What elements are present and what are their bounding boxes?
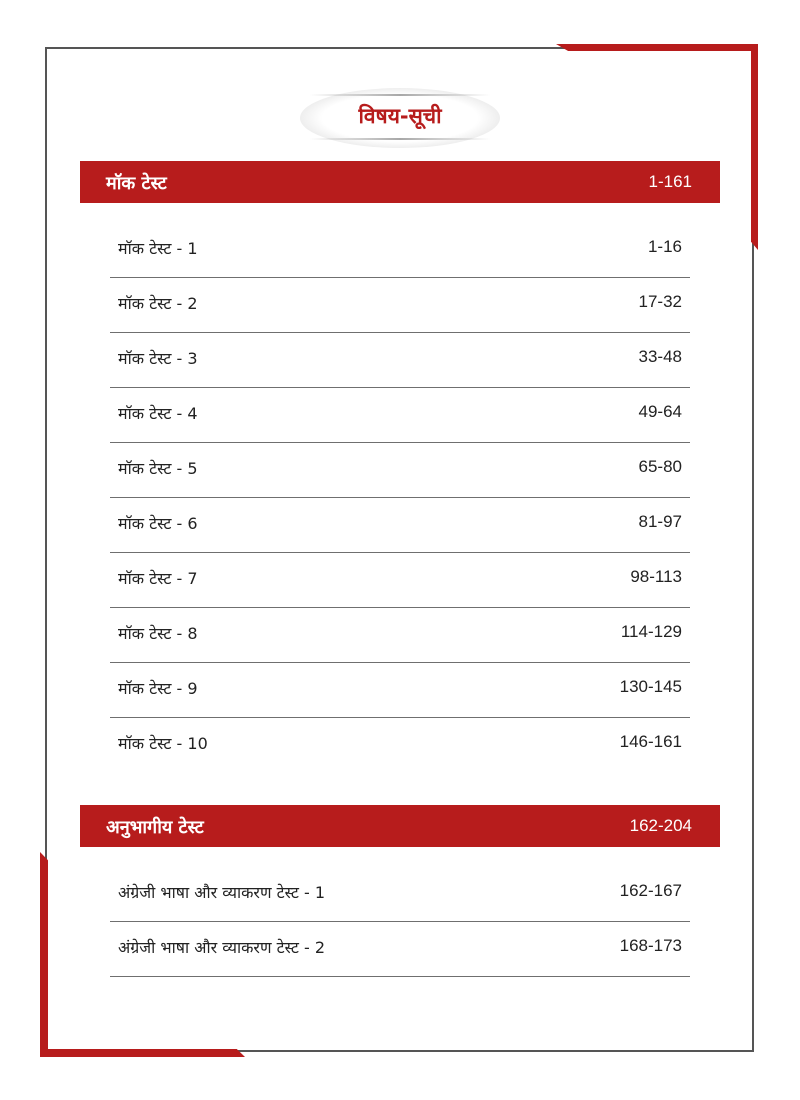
toc-entry-pages: 1-16: [647, 237, 682, 256]
toc-entry-title: अंग्रेजी भाषा और व्याकरण टेस्ट - 2: [118, 938, 326, 957]
section-page-range: 162-204: [629, 816, 692, 835]
section-title: मॉक टेस्ट: [106, 173, 167, 194]
toc-list-mock-tests: [110, 223, 690, 773]
title-rule-bottom: [310, 138, 490, 140]
toc-entry-pages: 114-129: [620, 622, 682, 641]
toc-entry[interactable]: [110, 608, 690, 663]
corner-accent-top-right: [556, 44, 758, 51]
toc-entry-title: मॉक टेस्ट - 10: [118, 734, 208, 753]
toc-entry-pages: 130-145: [619, 677, 682, 696]
toc-entry[interactable]: [110, 718, 690, 773]
toc-entry[interactable]: [110, 278, 690, 333]
toc-entry[interactable]: [110, 498, 690, 553]
toc-entry-title: मॉक टेस्ट - 3: [118, 349, 198, 368]
toc-entry-pages: 81-97: [638, 512, 682, 531]
toc-entry-pages: 65-80: [638, 457, 682, 476]
toc-entry[interactable]: [110, 388, 690, 443]
toc-entry-title: मॉक टेस्ट - 5: [118, 459, 198, 478]
toc-entry-title: मॉक टेस्ट - 4: [118, 404, 198, 423]
page-title: विषय-सूची: [358, 104, 442, 128]
corner-accent-top-right-vertical: [751, 44, 758, 250]
toc-entry-pages: 168-173: [619, 936, 682, 955]
toc-entry-pages: 17-32: [638, 292, 682, 311]
toc-entry[interactable]: [110, 333, 690, 388]
toc-entry-pages: 49-64: [638, 402, 682, 421]
toc-entry-title: मॉक टेस्ट - 9: [118, 679, 198, 698]
toc-entry-pages: 33-48: [638, 347, 682, 366]
toc-entry[interactable]: [110, 922, 690, 977]
toc-entry-title: मॉक टेस्ट - 1: [118, 239, 198, 258]
toc-entry-pages: 162-167: [619, 881, 682, 900]
toc-entry[interactable]: [110, 553, 690, 608]
section-title: अनुभागीय टेस्ट: [106, 817, 204, 838]
corner-accent-bottom-left-horizontal: [40, 1049, 245, 1057]
section-page-range: 1-161: [648, 172, 692, 191]
toc-entry[interactable]: [110, 443, 690, 498]
page-title-banner: [300, 88, 500, 148]
toc-entry-title: मॉक टेस्ट - 8: [118, 624, 198, 643]
toc-entry[interactable]: [110, 663, 690, 718]
toc-entry-title: अंग्रेजी भाषा और व्याकरण टेस्ट - 1: [118, 883, 326, 902]
toc-entry-pages: 146-161: [619, 732, 682, 751]
toc-entry[interactable]: [110, 867, 690, 922]
corner-accent-bottom-left: [40, 852, 48, 1057]
toc-entry[interactable]: [110, 223, 690, 278]
toc-entry-pages: 98-113: [630, 567, 682, 586]
toc-entry-title: मॉक टेस्ट - 6: [118, 514, 198, 533]
toc-list-sectional-tests: [110, 867, 690, 977]
title-rule-top: [310, 94, 490, 96]
section-header-sectional-tests[interactable]: [80, 805, 720, 847]
section-header-mock-tests[interactable]: [80, 161, 720, 203]
toc-entry-title: मॉक टेस्ट - 2: [118, 294, 198, 313]
toc-entry-title: मॉक टेस्ट - 7: [118, 569, 198, 588]
